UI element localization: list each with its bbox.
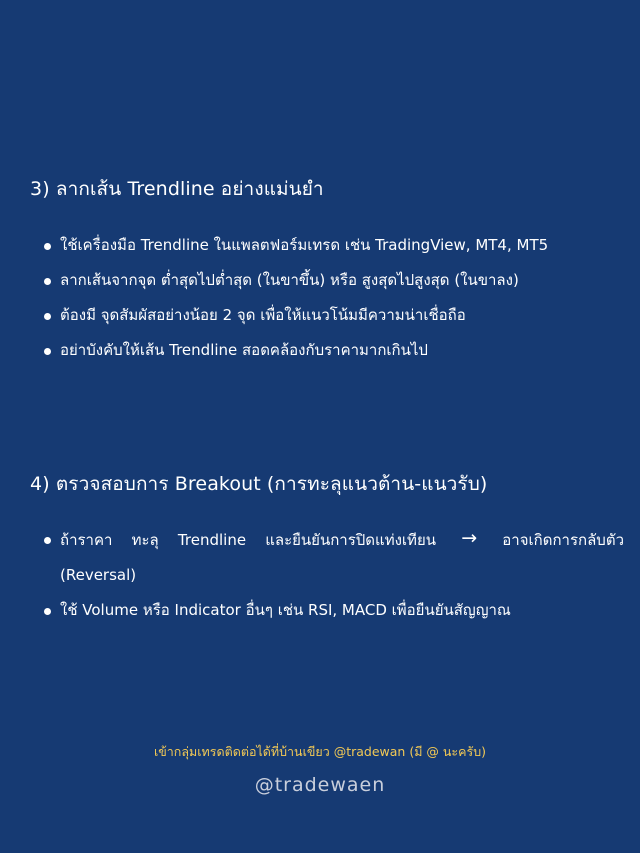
footer-note: เข้ากลุ่มเทรดติดต่อได้ที่บ้านเขียว @tradewan (มี @ นะครับ) (153, 744, 487, 759)
arrow-right-icon: → (461, 527, 478, 549)
bullet-dot-icon (44, 608, 51, 615)
list-item-text: ลากเส้นจากจุด ต่ำสุดไปต่ำสุด (ในขาขึ้น) หรือ สูงสุดไปสูงสุด (ในขาลง) (60, 271, 519, 289)
list-item (30, 522, 624, 593)
list-item (30, 298, 624, 333)
list-item-text: ต้องมี จุดสัมผัสอย่างน้อย 2 จุด เพื่อให้แนวโน้มมีความน่าเชื่อถือ (60, 306, 466, 324)
section-4-list (30, 522, 624, 628)
section-3 (30, 175, 624, 368)
footer-handle: @tradewaen (254, 774, 386, 796)
bullet-dot-icon (44, 313, 51, 320)
section-3-title: 3) ลากเส้น Trendline อย่างแม่นยำ (30, 178, 324, 200)
bullet-dot-icon (44, 348, 51, 355)
section-4-title: 4) ตรวจสอบการ Breakout (การทะลุแนวต้าน-แนวรับ) (30, 473, 488, 495)
list-item (30, 593, 624, 628)
section-4 (30, 470, 624, 628)
list-item-text: ใช้ Volume หรือ Indicator อื่นๆ เช่น RSI, MACD เพื่อยืนยันสัญญาณ (60, 601, 511, 619)
section-3-list (30, 228, 624, 368)
list-item-text: อย่าบังคับให้เส้น Trendline สอดคล้องกับราคามากเกินไป (60, 341, 428, 359)
list-item-text: ใช้เครื่องมือ Trendline ในแพลตฟอร์มเทรด เช่น TradingView, MT4, MT5 (60, 236, 549, 254)
bullet-dot-icon (44, 537, 51, 544)
list-item-text: อาจเกิดการกลับตัว (Reversal) (60, 531, 624, 584)
list-item-text: ถ้าราคา ทะลุ Trendline และยืนยันการปิดแท่งเทียน (60, 531, 436, 549)
bullet-dot-icon (44, 278, 51, 285)
list-item (30, 333, 624, 368)
list-item (30, 263, 624, 298)
bullet-dot-icon (44, 243, 51, 250)
list-item (30, 228, 624, 263)
